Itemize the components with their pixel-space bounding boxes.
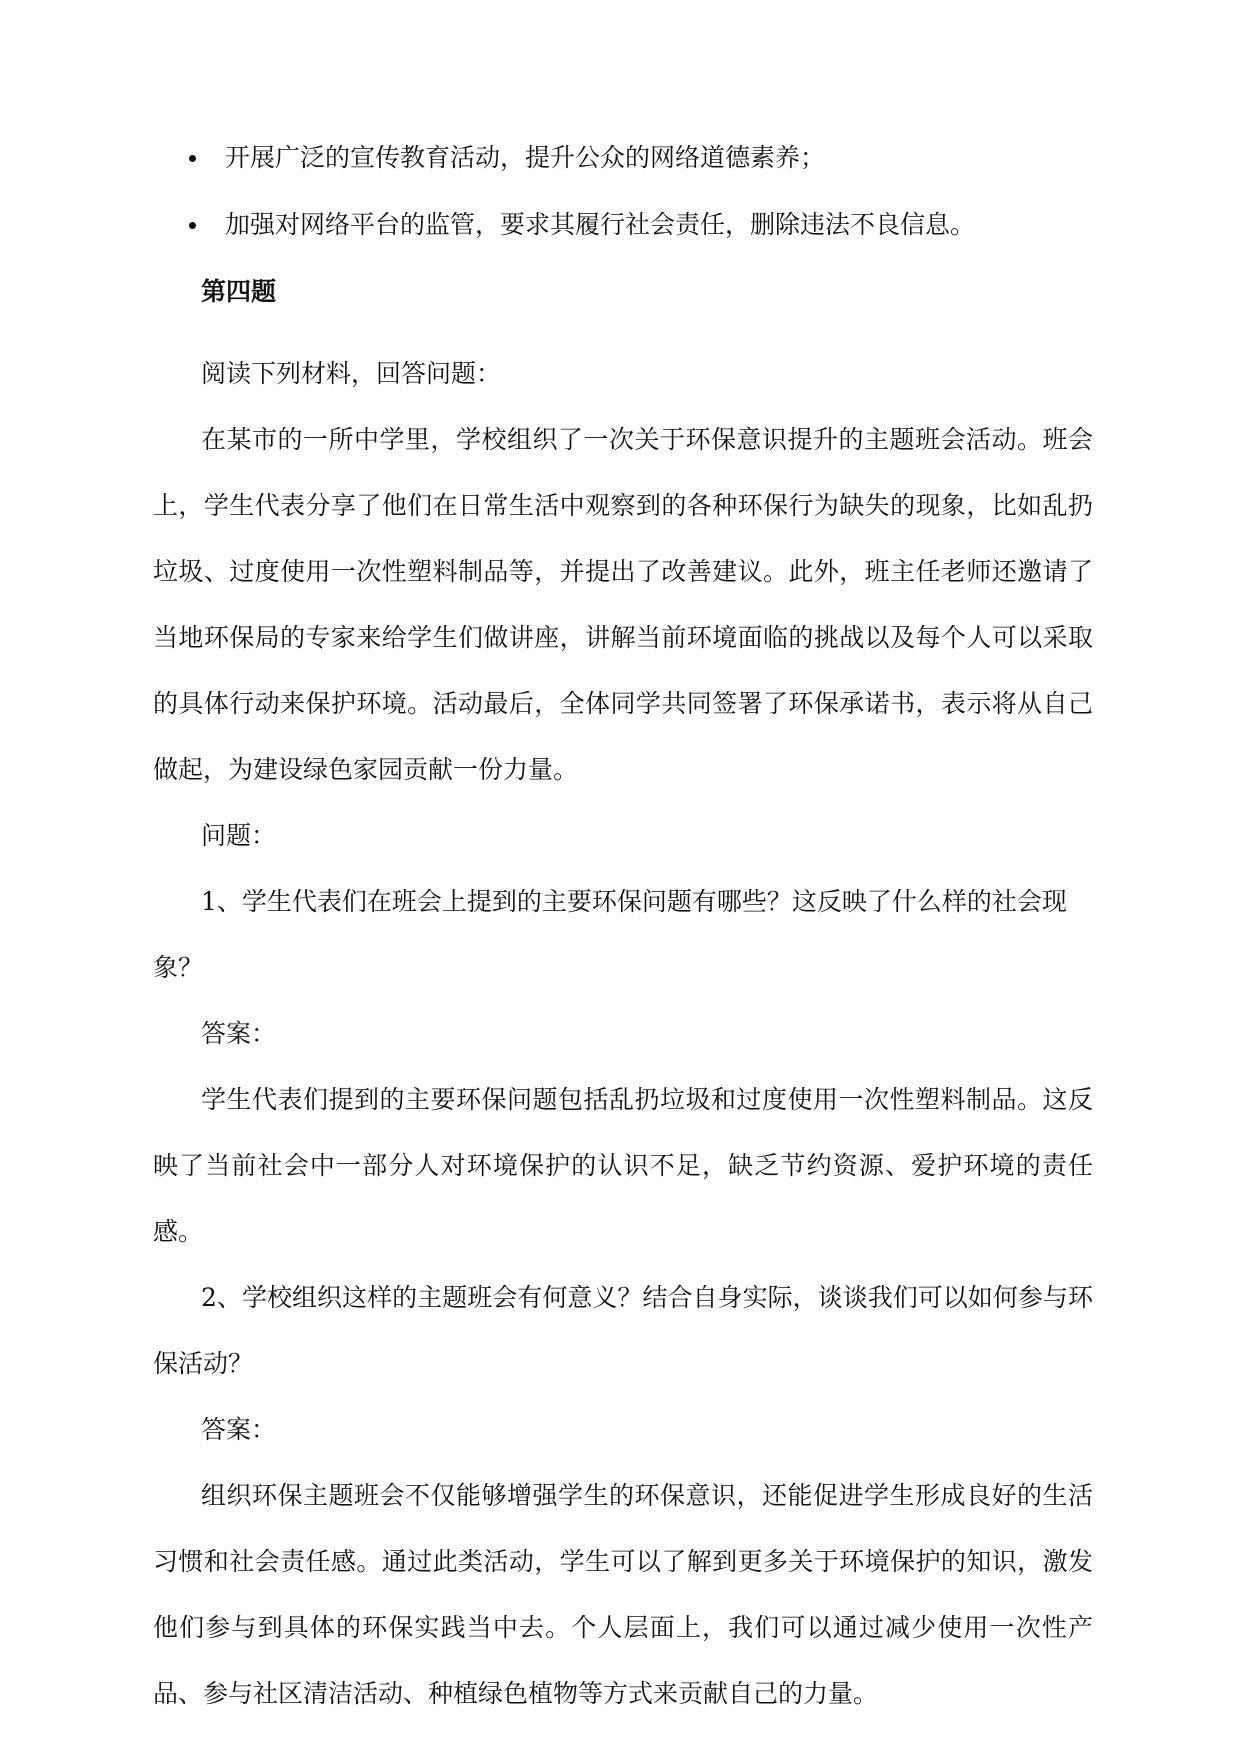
bullet-list (153, 141, 1093, 242)
intro-text: 阅读下列材料，回答问题： (201, 359, 502, 388)
bullet-text: 开展广泛的宣传教育活动，提升公众的网络道德素养； (225, 143, 826, 172)
document-body (153, 141, 1093, 1727)
bullet-item (153, 208, 1093, 242)
answer-2-text: 组织环保主题班会不仅能够增强学生的环保意识，还能促进学生形成良好的生活习惯和社会责任感。通过此类活动，学生可以了解到更多关于环境保护的知识，激发他们参与到具体的环保实践当中去。个人层面上，我们可以通过减少使用一次性产品、参与社区清洁活动、种植绿色植物等方式来贡献自己的力量。 (153, 1481, 1093, 1708)
material-paragraph: 在某市的一所中学里，学校组织了一次关于环保意识提升的主题班会活动。班会上，学生代表分享了他们在日常生活中观察到的各种环保行为缺失的现象，比如乱扔垃圾、过度使用一次性塑料制品等，并提出了改善建议。此外，班主任老师还邀请了当地环保局的专家来给学生们做讲座，讲解当前环境面临的挑战以及每个人可以采取的具体行动来保护环境。活动最后，全体同学共同签署了环保承诺书，表示将从自己做起，为建设绿色家园贡献一份力量。 (153, 425, 1093, 784)
answer-2-label: 答案： (201, 1415, 277, 1444)
bullet-item (153, 141, 1093, 175)
section-title: 第四题 (201, 277, 277, 306)
questions-label: 问题： (201, 821, 277, 850)
answer-1-text: 学生代表们提到的主要环保问题包括乱扔垃圾和过度使用一次性塑料制品。这反映了当前社会中一部分人对环境保护的认识不足，缺乏节约资源、爱护环境的责任感。 (153, 1085, 1093, 1246)
question-1: 1、学生代表们在班会上提到的主要环保问题有哪些？这反映了什么样的社会现象？ (153, 887, 1067, 982)
bullet-dot-icon (189, 155, 196, 162)
answer-1-label: 答案： (201, 1019, 277, 1048)
bullet-dot-icon (189, 222, 196, 229)
question-2: 2、学校组织这样的主题班会有何意义？结合自身实际，谈谈我们可以如何参与环保活动？ (153, 1283, 1093, 1378)
bullet-text: 加强对网络平台的监管，要求其履行社会责任，删除违法不良信息。 (225, 210, 976, 239)
